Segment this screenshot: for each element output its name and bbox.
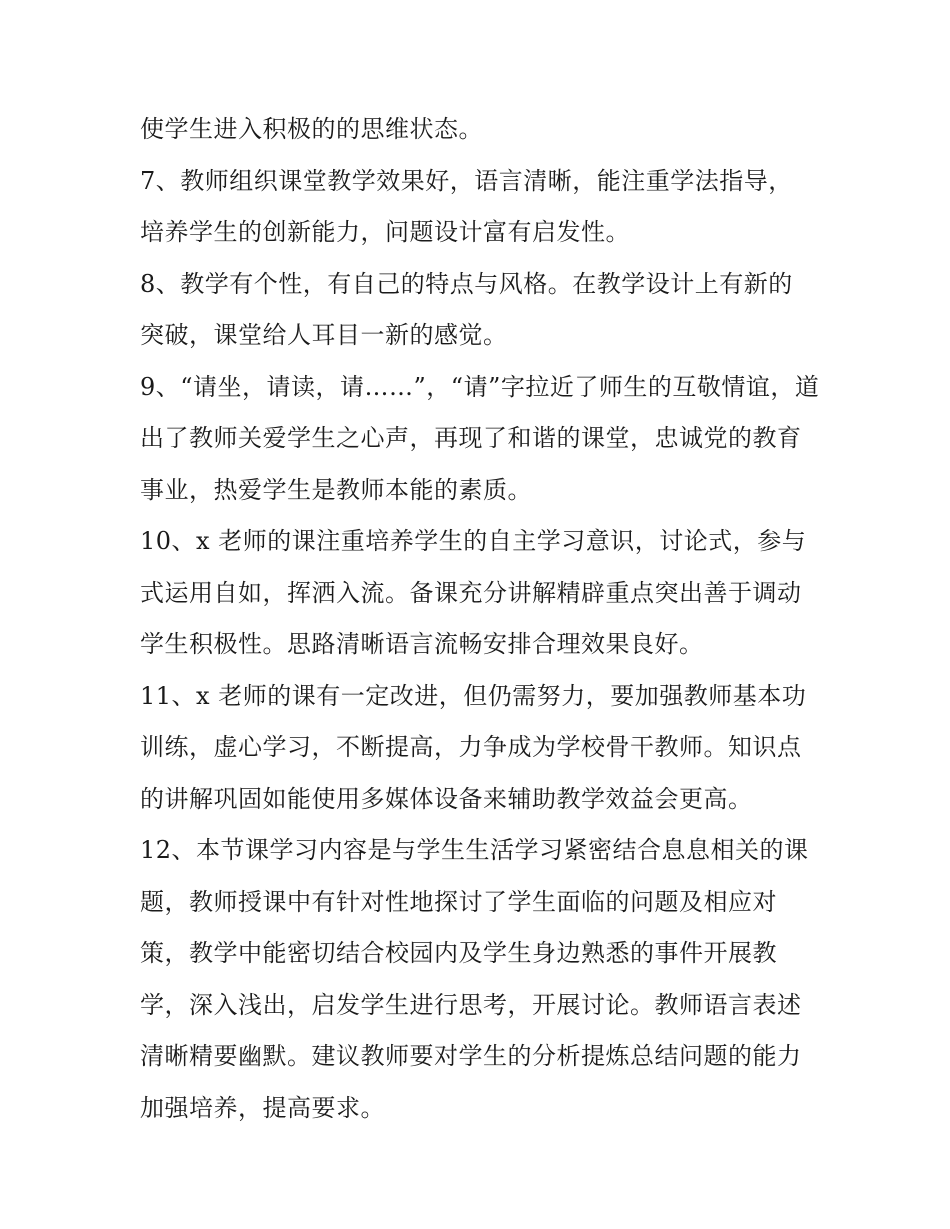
text-line-item-10: 10、x 老师的课注重培养学生的自主学习意识，讨论式，参与	[140, 527, 807, 555]
text-line: 策，教学中能密切结合校园内及学生身边熟悉的事件开展教	[140, 939, 777, 967]
text-line: 加强培养，提高要求。	[140, 1093, 385, 1122]
text-line: 出了教师关爱学生之心声，再现了和谐的课堂，忠诚党的教育	[140, 424, 802, 452]
text-line: 培养学生的创新能力，问题设计富有启发性。	[140, 218, 630, 246]
document-body	[140, 104, 830, 1134]
text-line: 学生积极性。思路清晰语言流畅安排合理效果良好。	[140, 630, 704, 658]
text-line: 的讲解巩固如能使用多媒体设备来辅助教学效益会更高。	[140, 784, 753, 813]
text-line-item-11: 11、x 老师的课有一定改进，但仍需努力，要加强教师基本功	[140, 681, 807, 710]
text-line: 突破，课堂给人耳目一新的感觉。	[140, 321, 508, 349]
text-line-item-7: 7、教师组织课堂教学效果好，语言清晰，能注重学法指导，	[140, 166, 793, 195]
text-line: 学，深入浅出，启发学生进行思考，开展讨论。教师语言表述	[140, 990, 802, 1019]
text-line: 题，教师授课中有针对性地探讨了学生面临的问题及相应对	[140, 887, 777, 916]
text-line-item-9: 9、“请坐，请读，请……”，“请”字拉近了师生的互敬情谊，道	[140, 372, 820, 401]
text-line: 式运用自如，挥洒入流。备课充分讲解精辟重点突出善于调动	[140, 578, 802, 607]
text-line: 训练，虚心学习，不断提高，力争成为学校骨干教师。知识点	[140, 733, 802, 761]
text-line-item-8: 8、教学有个性，有自己的特点与风格。在教学设计上有新的	[140, 269, 793, 298]
text-line-item-12: 12、本节课学习内容是与学生生活学习紧密结合息息相关的课	[140, 836, 809, 864]
text-line: 清晰精要幽默。建议教师要对学生的分析提炼总结问题的能力	[140, 1042, 802, 1070]
text-line: 事业，热爱学生是教师本能的素质。	[140, 475, 532, 504]
text-line-continuation: 使学生进入积极的的思维状态。	[140, 115, 483, 143]
